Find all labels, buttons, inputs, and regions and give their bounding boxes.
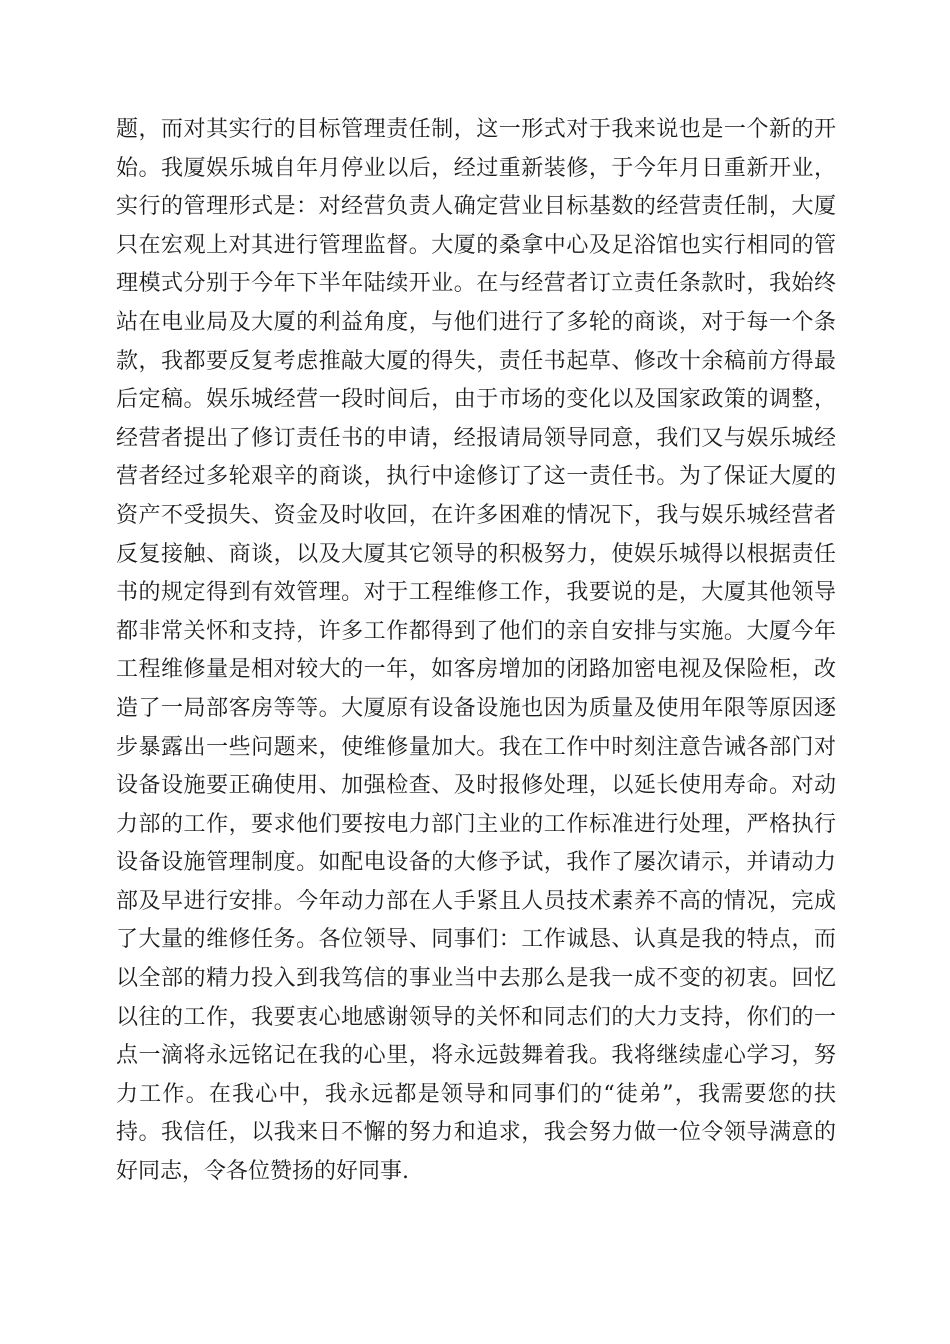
text-line: 款，我都要反复考虑推敲大厦的得失，责任书起草、修改十余稿前方得最: [116, 348, 836, 374]
text-line: 只在宏观上对其进行管理监督。大厦的桑拿中心及足浴馆也实行相同的管: [116, 232, 836, 258]
text-line: 力部的工作，要求他们要按电力部门主业的工作标准进行处理，严格执行: [116, 811, 836, 837]
text-line: 实行的管理形式是：对经营负责人确定营业目标基数的经营责任制，大厦: [116, 194, 836, 220]
text-line: 反复接触、商谈，以及大厦其它领导的积极努力，使娱乐城得以根据责任: [116, 541, 836, 567]
text-line: 站在电业局及大厦的利益角度，与他们进行了多轮的商谈，对于每一个条: [116, 309, 836, 335]
text-line: 步暴露出一些问题来，使维修量加大。我在工作中时刻注意告诫各部门对: [116, 734, 836, 760]
text-line: 后定稿。娱乐城经营一段时间后，由于市场的变化以及国家政策的调整，: [116, 387, 836, 413]
text-line: 了大量的维修任务。各位领导、同事们：工作诚恳、认真是我的特点，而: [116, 927, 836, 953]
text-line: 好同志，令各位赞扬的好同事.: [116, 1159, 409, 1185]
text-line: 设备设施管理制度。如配电设备的大修予试，我作了屡次请示，并请动力: [116, 850, 836, 876]
text-line: 点一滴将永远铭记在我的心里，将永远鼓舞着我。我将继续虚心学习，努: [116, 1043, 836, 1069]
text-line: 始。我厦娱乐城自年月停业以后，经过重新装修，于今年月日重新开业，: [116, 155, 836, 181]
text-line: 经营者提出了修订责任书的申请，经报请局领导同意，我们又与娱乐城经: [116, 425, 836, 451]
text-line: 力工作。在我心中，我永远都是领导和同事们的“徒弟”，我需要您的扶: [116, 1081, 836, 1107]
text-line: 设备设施要正确使用、加强检查、及时报修处理，以延长使用寿命。对动: [116, 773, 836, 799]
body-text: [116, 111, 836, 1192]
text-line: 以往的工作，我要衷心地感谢领导的关怀和同志们的大力支持，你们的一: [116, 1004, 836, 1030]
text-line: 资产不受损失、资金及时收回，在许多困难的情况下，我与娱乐城经营者: [116, 502, 836, 528]
text-line: 以全部的精力投入到我笃信的事业当中去那么是我一成不变的初衷。回忆: [116, 966, 836, 992]
text-line: 理模式分别于今年下半年陆续开业。在与经营者订立责任条款时，我始终: [116, 271, 836, 297]
text-line: 营者经过多轮艰辛的商谈，执行中途修订了这一责任书。为了保证大厦的: [116, 464, 836, 490]
text-line: 造了一局部客房等等。大厦原有设备设施也因为质量及使用年限等原因逐: [116, 695, 836, 721]
text-line: 题，而对其实行的目标管理责任制，这一形式对于我来说也是一个新的开: [116, 117, 836, 142]
text-line: 部及早进行安排。今年动力部在人手紧且人员技术素养不高的情况，完成: [116, 888, 836, 914]
text-line: 都非常关怀和支持，许多工作都得到了他们的亲自安排与实施。大厦今年: [116, 618, 836, 644]
text-line: 持。我信任，以我来日不懈的努力和追求，我会努力做一位令领导满意的: [116, 1120, 836, 1146]
text-line: 工程维修量是相对较大的一年，如客房增加的闭路加密电视及保险柜，改: [116, 657, 836, 683]
text-line: 书的规定得到有效管理。对于工程维修工作，我要说的是，大厦其他领导: [116, 580, 836, 606]
